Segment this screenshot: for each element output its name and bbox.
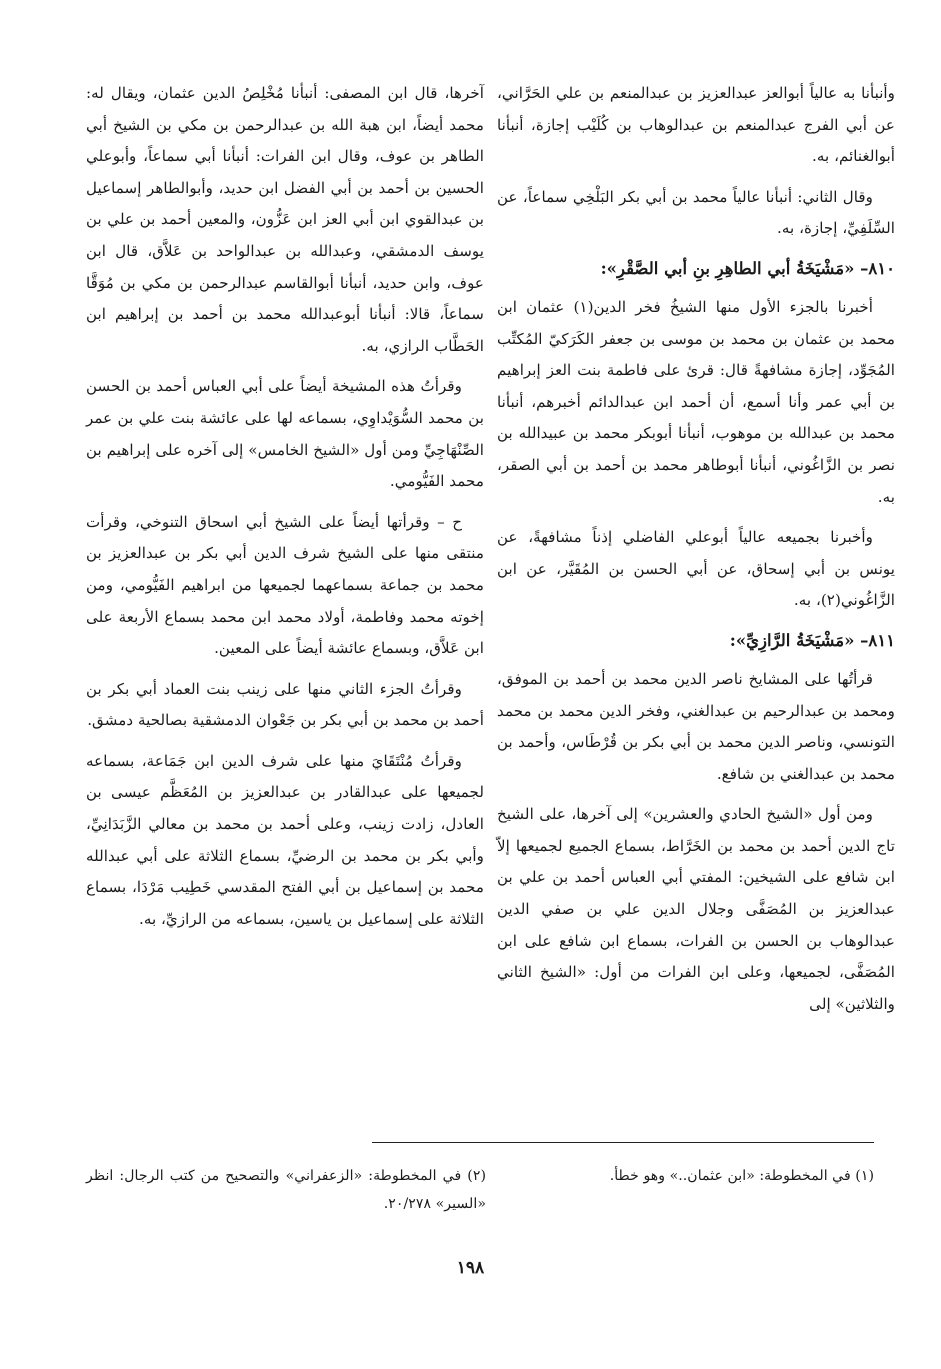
page-number: ١٩٨ [456, 1258, 485, 1278]
section-heading-811: ٨١١– «مَشْيَخَةُ الرَّازِيِّ»: [729, 630, 895, 650]
paragraph: آخرها، قال ابن المصفى: أنبأنا مُخْلِصُ الدين عثمان، ويقال له: محمد أيضاً، ابن هبة الله بن عبدالرحمن بن مكي بن الشيخ أبي الطاهر بن عوف، وقال ابن الفرات: أنبأنا أبي سماعاً، وأبوعلي الحسين بن أحمد بن أبي الفضل ابن حديد، وأبوالطاهر إسماعيل بن عبدالقوي ابن أبي العز ابن عَزُّون، والمعين أحمد بن علي بن يوسف الدمشقي، وعبدالله بن عبدالواحد بن عَلاَّق، قال ابن عوف، وابن حديد، أنبأنا أبوالقاسم عبدالرحمن بن مكي بن مُوَقَّا سماعاً، قالا: أنبأنا أبوعبدالله محمد بن أحمد بن إبراهيم ابن الحَطَّاب الرازي، به. [86, 84, 484, 355]
footnote-1 [510, 1162, 874, 1190]
footnote-divider [372, 1142, 874, 1143]
footnote-text: (٢) في المخطوطة: «الزعفراني» والتصحيح من كتب الرجال: انظر «السير» ٢٠/٢٧٨. [86, 1168, 486, 1212]
paragraph: وقرأتُ مُنْتَقَايَ منها على شرف الدين ابن جَمَاعة، بسماعه لجميعها على عبدالقادر بن عبدالعزيز بن المُعَظَّم عيسى بن العادل، زادت زينب، وعلى أحمد بن محمد بن معالي الزَّبَدَانِيِّ، وأبي بكر بن محمد بن الرضيِّ، بسماع الثلاثة على أبي عبدالله محمد بن إسماعيل بن أبي الفتح المقدسي خَطِيب مَرْدَا، بسماع الثلاثة على إسماعيل بن ياسين، بسماعه من الرازيِّ، به. [86, 751, 484, 928]
right-column [497, 78, 895, 1029]
section-heading-810: ٨١٠– «مَشْيَخَةُ أبي الطاهِرِ بنِ أبي الصَّقْرِ»: [600, 258, 895, 278]
paragraph: وأنبأنا به عالياً أبوالعز عبدالعزيز بن عبدالمنعم بن علي الحَرَّاني، عن أبي الفرج عبدالمنعم بن عبدالوهاب بن كُلَيْب إجازة، أنبأنا أبوالغنائم، به. [497, 84, 895, 166]
paragraph: قرأتُها على المشايخ ناصر الدين محمد بن أحمد بن الموفق، ومحمد بن عبدالرحيم بن عبدالغني، وفخر الدين محمد بن محمد التونسي، وناصر الدين محمد بن أبي بكر بن قُرْطَاس، وأحمد بن محمد بن عبدالغني بن شافع. [497, 669, 895, 783]
paragraph: ومن أول «الشيخ الحادي والعشرين» إلى آخرها، على الشيخ تاج الدين أحمد بن محمد بن الخَرَّاط، بسماع الجميع لجميعها إلاّ ابن شافع على الشيخين: المفتي أبي العباس أحمد بن علي بن عبدالعزيز بن المُصَفَّى وجلال الدين علي بن صفي الدين عبدالوهاب بن الحسن بن الفرات، بسماع ابن شافع على ابن المُصَفَّى، لجميعها، وعلى ابن الفرات من أول: «الشيخ الثاني والثلاثين» إلى [497, 805, 895, 1013]
footnote-text: (١) في المخطوطة: «ابن عثمان..» وهو خطأ. [609, 1168, 874, 1184]
paragraph: وأخبرنا بجميعه عالياً أبوعلي الفاضلي إذناً مشافهةً، عن يونس بن أبي إسحاق، عن أبي الحسن بن المُقَيَّر، عن ابن الزَّاغُوني(٢)، به. [497, 528, 895, 610]
paragraph: ح – وقرأتها أيضاً على الشيخ أبي اسحاق التنوخي، وقرأت منتقى منها على الشيخ شرف الدين أبي بكر بن عبدالعزيز بن محمد بن جماعة بسماعهما لجميعها من ابراهيم الفَيُّومي، ومن إخوته محمد وفاطمة، أولاد محمد ابن محمد بسماع الأربعة على ابن عَلاَّق، وبسماع عائشة أيضاً على المعين. [86, 512, 484, 658]
left-column [86, 78, 484, 944]
paragraph: وقرأتُ الجزء الثاني منها على زينب بنت العماد أبي بكر بن أحمد بن محمد بن أبي بكر بن جَعْوان الدمشقية بصالحية دمشق. [86, 679, 484, 730]
paragraph: وقال الثاني: أنبأنا عالياً محمد بن أبي بكر البَلْخِي سماعاً، عن السِّلَفِيِّ، إجازة، به. [497, 187, 895, 238]
paragraph: أخبرنا بالجزء الأول منها الشيخُ فخر الدين(١) عثمان ابن محمد بن عثمان بن محمد بن موسى بن جعفر الكَرَكيّ المُكتِّب المُجَوِّد، إجازة مشافهةً قال: قرئ على فاطمة بنت العز إبراهيم بن أبي عمر وأنا أسمع، أن أحمد ابن عبدالدائم أخبرهم، أنبأنا محمد بن عبدالله بن موهوب، أنبأنا أبوبكر محمد بن عبيدالله بن نصر بن الزَّاغُوني، أنبأنا أبوطاهر محمد بن أحمد بن أبي الصقر، به. [497, 297, 895, 506]
paragraph: وقرأتُ هذه المشيخة أيضاً على أبي العباس أحمد بن الحسن بن محمد السُّوَيْداوِي، بسماعه لها على عائشة بنت علي بن عمر الصِّنْهَاجِيِّ ومن أول «الشيخ الخامس» إلى آخره على إبراهيم بن محمد الفَيُّومي. [86, 377, 484, 491]
footnote-2 [86, 1162, 486, 1218]
